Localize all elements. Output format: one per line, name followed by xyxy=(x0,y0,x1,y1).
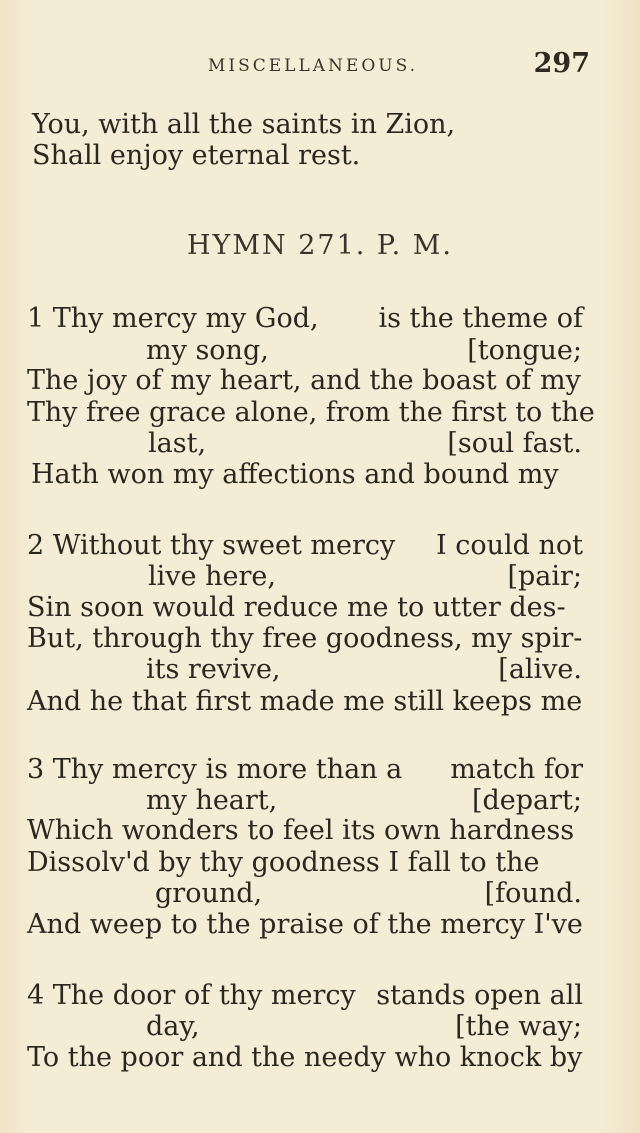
verse-line-bracket: [soul fast. xyxy=(447,428,582,459)
verse-line-bracket: [pair; xyxy=(507,561,582,592)
verse-line: The joy of my heart, and the boast of my xyxy=(27,365,581,396)
verse-line: Hath won my affections and bound my xyxy=(31,459,559,490)
running-header xyxy=(0,48,640,78)
verse-line: To the poor and the needy who knock by xyxy=(27,1042,583,1073)
verse-line-bracket: [tongue; xyxy=(467,335,582,366)
verse-line: 2 Without thy sweet mercy I could not xyxy=(27,530,583,561)
verse-line-bracket: [found. xyxy=(484,878,582,909)
verse-line: Dissolv'd by thy goodness I fall to the xyxy=(27,847,540,878)
verse-line-indented: my heart, xyxy=(146,785,278,816)
verse-line: 1 Thy mercy my God, is the theme of xyxy=(27,303,583,334)
verse-line-indented: its revive, xyxy=(146,654,281,685)
prev-hymn-line: You, with all the saints in Zion, xyxy=(32,109,456,140)
verse-line: 4 The door of thy mercy stands open all xyxy=(27,980,583,1011)
verse-line: 3 Thy mercy is more than a match for xyxy=(27,754,583,785)
verse-line-indented: last, xyxy=(148,428,207,459)
hymn-title: HYMN 271. P. M. xyxy=(186,230,453,261)
page-number: 297 xyxy=(533,48,590,79)
verse-line-bracket: [depart; xyxy=(471,785,582,816)
verse-line: Thy free grace alone, from the first to the xyxy=(27,397,595,428)
verse-line-indented: day, xyxy=(146,1011,200,1042)
verse-line: Which wonders to feel its own hardness xyxy=(27,815,575,846)
verse-line-bracket: [alive. xyxy=(498,654,582,685)
verse-line-indented: ground, xyxy=(155,878,263,909)
verse-line: And he that first made me still keeps me xyxy=(27,686,583,717)
verse-line-indented: live here, xyxy=(148,561,276,592)
prev-hymn-line: Shall enjoy eternal rest. xyxy=(32,140,361,171)
verse-line-indented: my song, xyxy=(146,335,269,366)
verse-line-bracket: [the way; xyxy=(455,1011,582,1042)
verse-line: But, through thy free goodness, my spir- xyxy=(27,623,583,654)
verse-line: And weep to the praise of the mercy I've xyxy=(27,909,583,940)
verse-line: Sin soon would reduce me to utter des- xyxy=(27,592,566,623)
running-title: MISCELLANEOUS. xyxy=(208,56,419,76)
